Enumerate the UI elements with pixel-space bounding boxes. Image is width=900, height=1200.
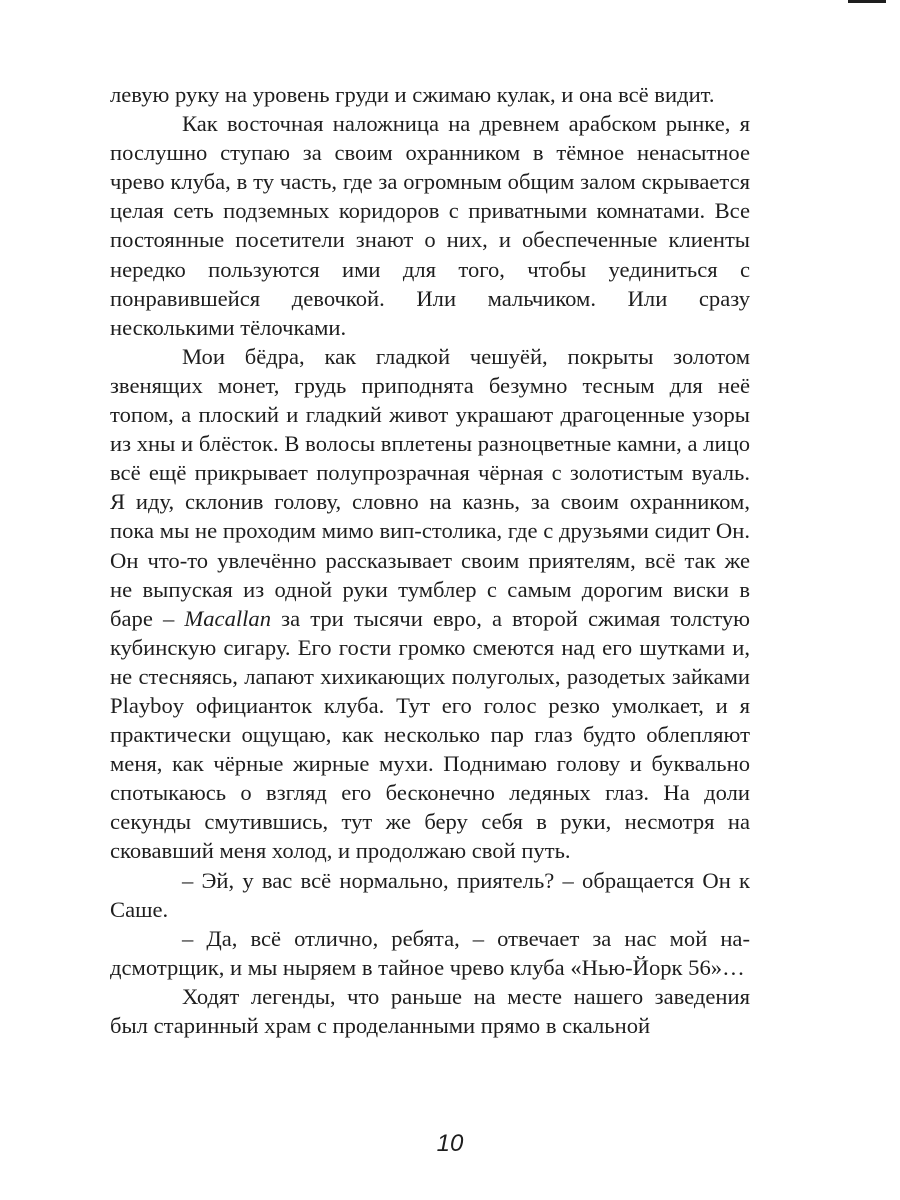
paragraph-3 [110, 342, 750, 866]
dialogue-line-2: – Да, всё отлично, ребята, – отвечает за нас мой надсмотрщик, и мы ныряем в тайное чрево клуба «Нью-Йорк 56»… [110, 925, 750, 980]
italic-brand-name: Macallan [184, 605, 272, 631]
book-page-text [110, 80, 750, 1040]
paragraph-2: Как восточная наложница на древнем арабском рынке, я послушно ступаю за своим охранником в тёмное ненасытное чрево клуба, в ту часть, где за огромным общим залом скрывается целая сеть подземных коридоров с приватными комнатами. Все постоянные посетители знают о них, и обеспеченные клиенты нередко пользуются ими для того, чтобы уединиться с понравившейся девочкой. Или мальчиком. Или сразу несколькими тёлочками. [110, 111, 750, 340]
page-number: 10 [436, 1130, 464, 1157]
paragraph-3-part-2: за три тысячи евро, а второй сжимая толстую кубинскую сигару. Его гости громко смеются над его шутками и, не стесняясь, лапают хихикающих полуголых, разодетых зайками Playboy официанток клуба. Тут его голос резко умолкает, и я практически ощущаю, как несколько пар глаз будто облепляют меня, как чёрные жирные мухи. Поднимаю голову и буквально спотыкаюсь о взгляд его бесконечно ледяных глаз. На доли секунды смутившись, тут же беру себя в руки, несмотря на сковавший меня холод, и продолжаю свой путь. [110, 605, 751, 864]
paragraph-1: левую руку на уровень груди и сжимаю кулак, и она всё видит. [110, 82, 715, 107]
page-corner-mark [848, 0, 886, 3]
paragraph-3-part-1: Мои бёдра, как гладкой чешуёй, покрыты золотом звенящих монет, грудь приподнята безумно тесным для неё топом, а плоский и гладкий живот украшают драгоценные узоры из хны и блёсток. В волосы вплетены разноцветные камни, а лицо всё ещё прикрывает полупрозрачная чёрная с золотистым вуаль. Я иду, склонив голову, словно на казнь, за своим охранником, пока мы не проходим мимо вип-столика, где с друзьями сидит Он. Он что-то увлечённо рассказывает своим приятелям, всё так же не выпуская из одной руки тумблер с самым дорогим виски в баре – [110, 343, 750, 631]
paragraph-last: Ходят легенды, что раньше на месте нашего заведения был старинный храм с проделанными прямо в скальной [110, 983, 750, 1038]
dialogue-line-1: – Эй, у вас всё нормально, приятель? – обращается Он к Саше. [110, 867, 750, 922]
